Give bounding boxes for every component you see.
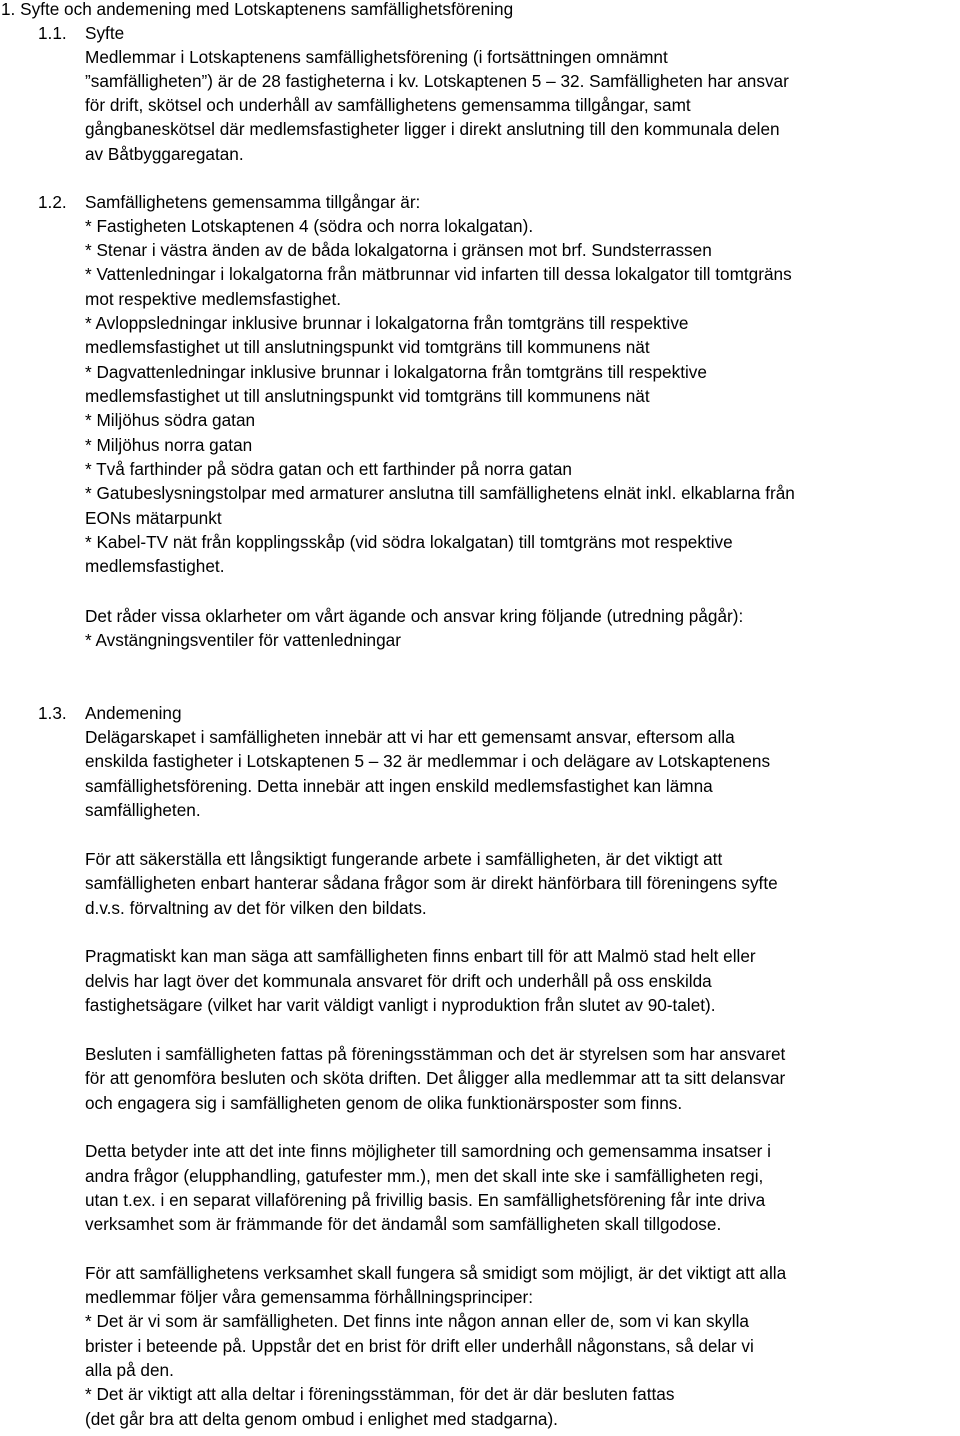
section-1-1-line: för drift, skötsel och underhåll av samfällighetens gemensamma tillgångar, samt	[85, 95, 691, 115]
paragraph-line: andra frågor (elupphandling, gatufester mm.), men det skall inte ske i samfälligheten regi,	[85, 1166, 764, 1186]
paragraph-line: utan t.ex. i en separat villaförening på frivillig basis. En samfällighetsförening får inte driva	[85, 1190, 766, 1210]
asset-list-item: medlemsfastighet ut till anslutningspunkt vid tomtgräns till kommunens nät	[85, 386, 650, 406]
asset-list-item: mot respektive medlemsfastighet.	[85, 289, 342, 309]
asset-list-item: * Kabel-TV nät från kopplingsskåp (vid södra lokalgatan) till tomtgräns mot respektive	[85, 532, 733, 552]
asset-list-item: medlemsfastighet.	[85, 556, 225, 576]
paragraph-line: Detta betyder inte att det inte finns möjligheter till samordning och gemensamma insatser i	[85, 1141, 771, 1161]
asset-list-item: * Dagvattenledningar inklusive brunnar i lokalgatorna från tomtgräns till respektive	[85, 362, 707, 382]
paragraph-line: Pragmatiskt kan man säga att samfälligheten finns enbart till för att Malmö stad helt eller	[85, 946, 756, 966]
asset-list-item: * Gatubeslysningstolpar med armaturer anslutna till samfällighetens elnät inkl. elkablarna från	[85, 483, 795, 503]
principle-item: alla på den.	[85, 1360, 174, 1380]
asset-list-item: * Stenar i västra änden av de båda lokalgatorna i gränsen mot brf. Sundsterrassen	[85, 240, 712, 260]
principle-item: * Det är viktigt att alla deltar i föreningsstämman, för det är där besluten fattas	[85, 1384, 675, 1404]
paragraph-line: samfälligheten.	[85, 800, 201, 820]
section-1-1-line: gångbaneskötsel där medlemsfastigheter ligger i direkt anslutning till den kommunala delen	[85, 119, 780, 139]
unclear-ownership-note: Det råder vissa oklarheter om vårt ägande och ansvar kring följande (utredning pågår):	[85, 606, 744, 626]
section-1-1-line: Medlemmar i Lotskaptenens samfällighetsförening (i fortsättningen omnämnt	[85, 47, 668, 67]
paragraph-line: Delägarskapet i samfälligheten innebär att vi har ett gemensamt ansvar, eftersom alla	[85, 727, 735, 747]
paragraph-line: För att säkerställa ett långsiktigt fungerande arbete i samfälligheten, är det viktigt att	[85, 849, 723, 869]
paragraph-line: d.v.s. förvaltning av det för vilken den bildats.	[85, 898, 427, 918]
paragraph-line: verksamhet som är främmande för det ändamål som samfälligheten skall tillgodose.	[85, 1214, 722, 1234]
section-1-1-line: av Båtbyggaregatan.	[85, 144, 244, 164]
paragraph-line: medlemmar följer våra gemensamma förhållningsprinciper:	[85, 1287, 534, 1307]
asset-list-item: * Miljöhus södra gatan	[85, 410, 256, 430]
asset-list-item: * Två farthinder på södra gatan och ett farthinder på norra gatan	[85, 459, 572, 479]
unclear-ownership-item: * Avstängningsventiler för vattenledningar	[85, 630, 401, 650]
asset-list-item: * Vattenledningar i lokalgatorna från mätbrunnar vid infarten till dessa lokalgator till tomtgräns	[85, 264, 792, 284]
section-1-1-title: Syfte	[85, 23, 125, 43]
paragraph-line: För att samfällighetens verksamhet skall fungera så smidigt som möjligt, är det viktigt att alla	[85, 1263, 787, 1283]
paragraph-line: Besluten i samfälligheten fattas på föreningsstämman och det är styrelsen som har ansvaret	[85, 1044, 786, 1064]
paragraph-line: samfällighetsförening. Detta innebär att ingen enskild medlemsfastighet kan lämna	[85, 776, 713, 796]
section-1-1-number: 1.1.	[38, 23, 67, 43]
asset-list-item: * Fastigheten Lotskaptenen 4 (södra och norra lokalgatan).	[85, 216, 534, 236]
section-1-2-number: 1.2.	[38, 192, 67, 212]
paragraph-line: delvis har lagt över det kommunala ansvaret för drift och underhåll på oss enskilda	[85, 971, 712, 991]
asset-list-item: * Avloppsledningar inklusive brunnar i lokalgatorna från tomtgräns till respektive	[85, 313, 689, 333]
section-1-3-title: Andemening	[85, 703, 182, 723]
paragraph-line: för att genomföra besluten och sköta driften. Det åligger alla medlemmar att ta sitt delansvar	[85, 1068, 786, 1088]
paragraph-line: samfälligheten enbart hanterar sådana frågor som är direkt hänförbara till föreningens syfte	[85, 873, 778, 893]
paragraph-line: fastighetsägare (vilket har varit väldigt vanligt i nyproduktion från slutet av 90-talet).	[85, 995, 716, 1015]
asset-list-item: * Miljöhus norra gatan	[85, 435, 253, 455]
heading-1: 1. Syfte och andemening med Lotskaptenens samfällighetsförening	[1, 0, 514, 19]
paragraph-line: och engagera sig i samfälligheten genom de olika funktionärsposter som finns.	[85, 1093, 683, 1113]
section-1-2-title: Samfällighetens gemensamma tillgångar är:	[85, 192, 421, 212]
principle-item: brister i beteende på. Uppstår det en brist för drift eller underhåll någonstans, så delar vi	[85, 1336, 754, 1356]
section-1-3-number: 1.3.	[38, 703, 67, 723]
section-1-1-line: ”samfälligheten”) är de 28 fastigheterna i kv. Lotskaptenen 5 – 32. Samfälligheten har ansvar	[85, 71, 789, 91]
principle-item: (det går bra att delta genom ombud i enlighet med stadgarna).	[85, 1409, 558, 1429]
paragraph-line: enskilda fastigheter i Lotskaptenen 5 – 32 är medlemmar i och delägare av Lotskaptenens	[85, 751, 771, 771]
asset-list-item: EONs mätarpunkt	[85, 508, 222, 528]
principle-item: * Det är vi som är samfälligheten. Det finns inte någon annan eller de, som vi kan skylla	[85, 1311, 749, 1331]
asset-list-item: medlemsfastighet ut till anslutningspunkt vid tomtgräns till kommunens nät	[85, 337, 650, 357]
